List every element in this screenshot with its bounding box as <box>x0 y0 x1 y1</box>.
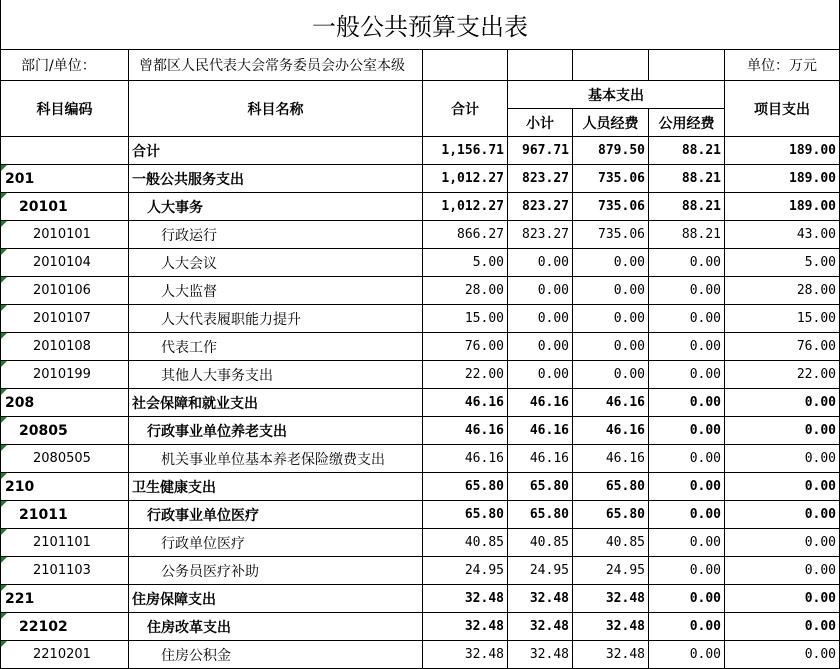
table-row <box>1 221 840 249</box>
cell-project: 0.00 <box>725 557 840 585</box>
cell-personnel: 0.00 <box>573 305 649 333</box>
cell-public: 0.00 <box>649 361 725 389</box>
cell-code: 2080505 <box>1 445 129 473</box>
cell-name: 行政事业单位医疗 <box>129 501 423 529</box>
cell-public: 0.00 <box>649 557 725 585</box>
table-row <box>1 473 840 501</box>
cell-code: 2010106 <box>1 277 129 305</box>
cell-code: 22102 <box>1 613 129 641</box>
cell-personnel: 0.00 <box>573 249 649 277</box>
cell-subtotal: 967.71 <box>508 137 573 165</box>
cell-total: 46.16 <box>423 445 508 473</box>
page-title: 一般公共预算支出表 <box>0 0 840 49</box>
cell-personnel: 0.00 <box>573 277 649 305</box>
cell-name: 人大事务 <box>129 193 423 221</box>
cell-project: 22.00 <box>725 361 840 389</box>
cell-name: 合计 <box>129 137 423 165</box>
cell-code: 210 <box>1 473 129 501</box>
cell-public: 88.21 <box>649 165 725 193</box>
cell-total: 76.00 <box>423 333 508 361</box>
header-public: 公用经费 <box>649 109 725 137</box>
cell-personnel: 65.80 <box>573 473 649 501</box>
cell-project: 0.00 <box>725 501 840 529</box>
cell-personnel: 46.16 <box>573 417 649 445</box>
cell-total: 65.80 <box>423 501 508 529</box>
cell-code: 2010104 <box>1 249 129 277</box>
cell-personnel: 735.06 <box>573 221 649 249</box>
table-row <box>1 641 840 669</box>
meta-empty-3 <box>573 50 649 81</box>
cell-subtotal: 40.85 <box>508 529 573 557</box>
table-row <box>1 165 840 193</box>
cell-public: 0.00 <box>649 501 725 529</box>
table-row <box>1 529 840 557</box>
header-basic: 基本支出 <box>508 81 725 109</box>
header-total: 合计 <box>423 81 508 137</box>
cell-code: 2010199 <box>1 361 129 389</box>
cell-project: 0.00 <box>725 417 840 445</box>
cell-public: 0.00 <box>649 613 725 641</box>
cell-name: 住房保障支出 <box>129 585 423 613</box>
cell-personnel: 0.00 <box>573 333 649 361</box>
cell-code <box>1 137 129 165</box>
meta-empty-1 <box>423 50 508 81</box>
cell-subtotal: 65.80 <box>508 473 573 501</box>
cell-subtotal: 0.00 <box>508 333 573 361</box>
cell-subtotal: 46.16 <box>508 389 573 417</box>
cell-code: 208 <box>1 389 129 417</box>
cell-personnel: 0.00 <box>573 361 649 389</box>
header-name: 科目名称 <box>129 81 423 137</box>
cell-total: 46.16 <box>423 417 508 445</box>
cell-name: 其他人大事务支出 <box>129 361 423 389</box>
cell-project: 0.00 <box>725 585 840 613</box>
cell-public: 0.00 <box>649 389 725 417</box>
table-row <box>1 193 840 221</box>
cell-project: 0.00 <box>725 641 840 669</box>
cell-project: 189.00 <box>725 193 840 221</box>
cell-total: 866.27 <box>423 221 508 249</box>
cell-code: 20101 <box>1 193 129 221</box>
cell-personnel: 32.48 <box>573 585 649 613</box>
meta-empty-2 <box>508 50 573 81</box>
cell-personnel: 46.16 <box>573 389 649 417</box>
cell-total: 22.00 <box>423 361 508 389</box>
cell-name: 卫生健康支出 <box>129 473 423 501</box>
cell-project: 28.00 <box>725 277 840 305</box>
table-row <box>1 613 840 641</box>
cell-subtotal: 0.00 <box>508 249 573 277</box>
cell-total: 5.00 <box>423 249 508 277</box>
cell-project: 43.00 <box>725 221 840 249</box>
cell-public: 0.00 <box>649 417 725 445</box>
cell-subtotal: 0.00 <box>508 277 573 305</box>
cell-name: 住房公积金 <box>129 641 423 669</box>
cell-subtotal: 32.48 <box>508 585 573 613</box>
cell-personnel: 40.85 <box>573 529 649 557</box>
header-row-1 <box>1 81 840 109</box>
header-code: 科目编码 <box>1 81 129 137</box>
cell-personnel: 65.80 <box>573 501 649 529</box>
cell-project: 0.00 <box>725 613 840 641</box>
table-row <box>1 361 840 389</box>
cell-project: 0.00 <box>725 473 840 501</box>
cell-name: 代表工作 <box>129 333 423 361</box>
meta-row <box>1 50 840 81</box>
header-subtotal: 小计 <box>508 109 573 137</box>
cell-total: 65.80 <box>423 473 508 501</box>
cell-public: 0.00 <box>649 529 725 557</box>
cell-personnel: 32.48 <box>573 641 649 669</box>
cell-code: 2210201 <box>1 641 129 669</box>
table-row <box>1 249 840 277</box>
cell-total: 32.48 <box>423 641 508 669</box>
cell-project: 15.00 <box>725 305 840 333</box>
header-personnel: 人员经费 <box>573 109 649 137</box>
unit-label: 单位：万元 <box>725 50 840 81</box>
cell-total: 24.95 <box>423 557 508 585</box>
cell-subtotal: 24.95 <box>508 557 573 585</box>
cell-subtotal: 0.00 <box>508 305 573 333</box>
cell-public: 0.00 <box>649 333 725 361</box>
cell-project: 189.00 <box>725 165 840 193</box>
cell-public: 88.21 <box>649 221 725 249</box>
table-row <box>1 277 840 305</box>
cell-public: 88.21 <box>649 137 725 165</box>
cell-subtotal: 32.48 <box>508 641 573 669</box>
cell-name: 一般公共服务支出 <box>129 165 423 193</box>
meta-empty-4 <box>649 50 725 81</box>
budget-table <box>0 49 840 669</box>
cell-code: 2010101 <box>1 221 129 249</box>
cell-public: 0.00 <box>649 585 725 613</box>
cell-public: 0.00 <box>649 277 725 305</box>
cell-public: 0.00 <box>649 305 725 333</box>
cell-name: 公务员医疗补助 <box>129 557 423 585</box>
cell-name: 行政运行 <box>129 221 423 249</box>
cell-personnel: 46.16 <box>573 445 649 473</box>
cell-name: 住房改革支出 <box>129 613 423 641</box>
cell-subtotal: 823.27 <box>508 165 573 193</box>
cell-name: 行政单位医疗 <box>129 529 423 557</box>
cell-subtotal: 0.00 <box>508 361 573 389</box>
cell-code: 2101103 <box>1 557 129 585</box>
cell-name: 社会保障和就业支出 <box>129 389 423 417</box>
table-row <box>1 137 840 165</box>
cell-subtotal: 823.27 <box>508 193 573 221</box>
cell-code: 21011 <box>1 501 129 529</box>
cell-public: 0.00 <box>649 445 725 473</box>
header-project: 项目支出 <box>725 81 840 137</box>
cell-name: 行政事业单位养老支出 <box>129 417 423 445</box>
cell-subtotal: 32.48 <box>508 613 573 641</box>
table-row <box>1 557 840 585</box>
cell-project: 0.00 <box>725 529 840 557</box>
cell-code: 2010108 <box>1 333 129 361</box>
cell-code: 2101101 <box>1 529 129 557</box>
cell-total: 32.48 <box>423 585 508 613</box>
cell-total: 1,012.27 <box>423 165 508 193</box>
cell-project: 189.00 <box>725 137 840 165</box>
cell-personnel: 879.50 <box>573 137 649 165</box>
table-row <box>1 445 840 473</box>
cell-project: 5.00 <box>725 249 840 277</box>
cell-public: 88.21 <box>649 193 725 221</box>
cell-subtotal: 823.27 <box>508 221 573 249</box>
cell-project: 76.00 <box>725 333 840 361</box>
cell-subtotal: 46.16 <box>508 445 573 473</box>
cell-personnel: 735.06 <box>573 193 649 221</box>
cell-total: 46.16 <box>423 389 508 417</box>
cell-total: 1,156.71 <box>423 137 508 165</box>
cell-code: 201 <box>1 165 129 193</box>
cell-total: 1,012.27 <box>423 193 508 221</box>
cell-total: 15.00 <box>423 305 508 333</box>
table-row <box>1 389 840 417</box>
cell-project: 0.00 <box>725 389 840 417</box>
table-row <box>1 501 840 529</box>
cell-total: 40.85 <box>423 529 508 557</box>
dept-label: 部门/单位： <box>1 50 129 81</box>
cell-total: 28.00 <box>423 277 508 305</box>
table-row <box>1 333 840 361</box>
cell-public: 0.00 <box>649 641 725 669</box>
cell-subtotal: 46.16 <box>508 417 573 445</box>
dept-value: 曾都区人民代表大会常务委员会办公室本级 <box>129 50 423 81</box>
cell-name: 人大监督 <box>129 277 423 305</box>
cell-project: 0.00 <box>725 445 840 473</box>
cell-total: 32.48 <box>423 613 508 641</box>
table-row <box>1 417 840 445</box>
cell-name: 机关事业单位基本养老保险缴费支出 <box>129 445 423 473</box>
cell-personnel: 32.48 <box>573 613 649 641</box>
cell-personnel: 24.95 <box>573 557 649 585</box>
cell-name: 人大会议 <box>129 249 423 277</box>
table-row <box>1 585 840 613</box>
cell-subtotal: 65.80 <box>508 501 573 529</box>
cell-public: 0.00 <box>649 473 725 501</box>
cell-code: 20805 <box>1 417 129 445</box>
table-row <box>1 305 840 333</box>
cell-code: 2010107 <box>1 305 129 333</box>
cell-personnel: 735.06 <box>573 165 649 193</box>
cell-code: 221 <box>1 585 129 613</box>
cell-public: 0.00 <box>649 249 725 277</box>
cell-name: 人大代表履职能力提升 <box>129 305 423 333</box>
